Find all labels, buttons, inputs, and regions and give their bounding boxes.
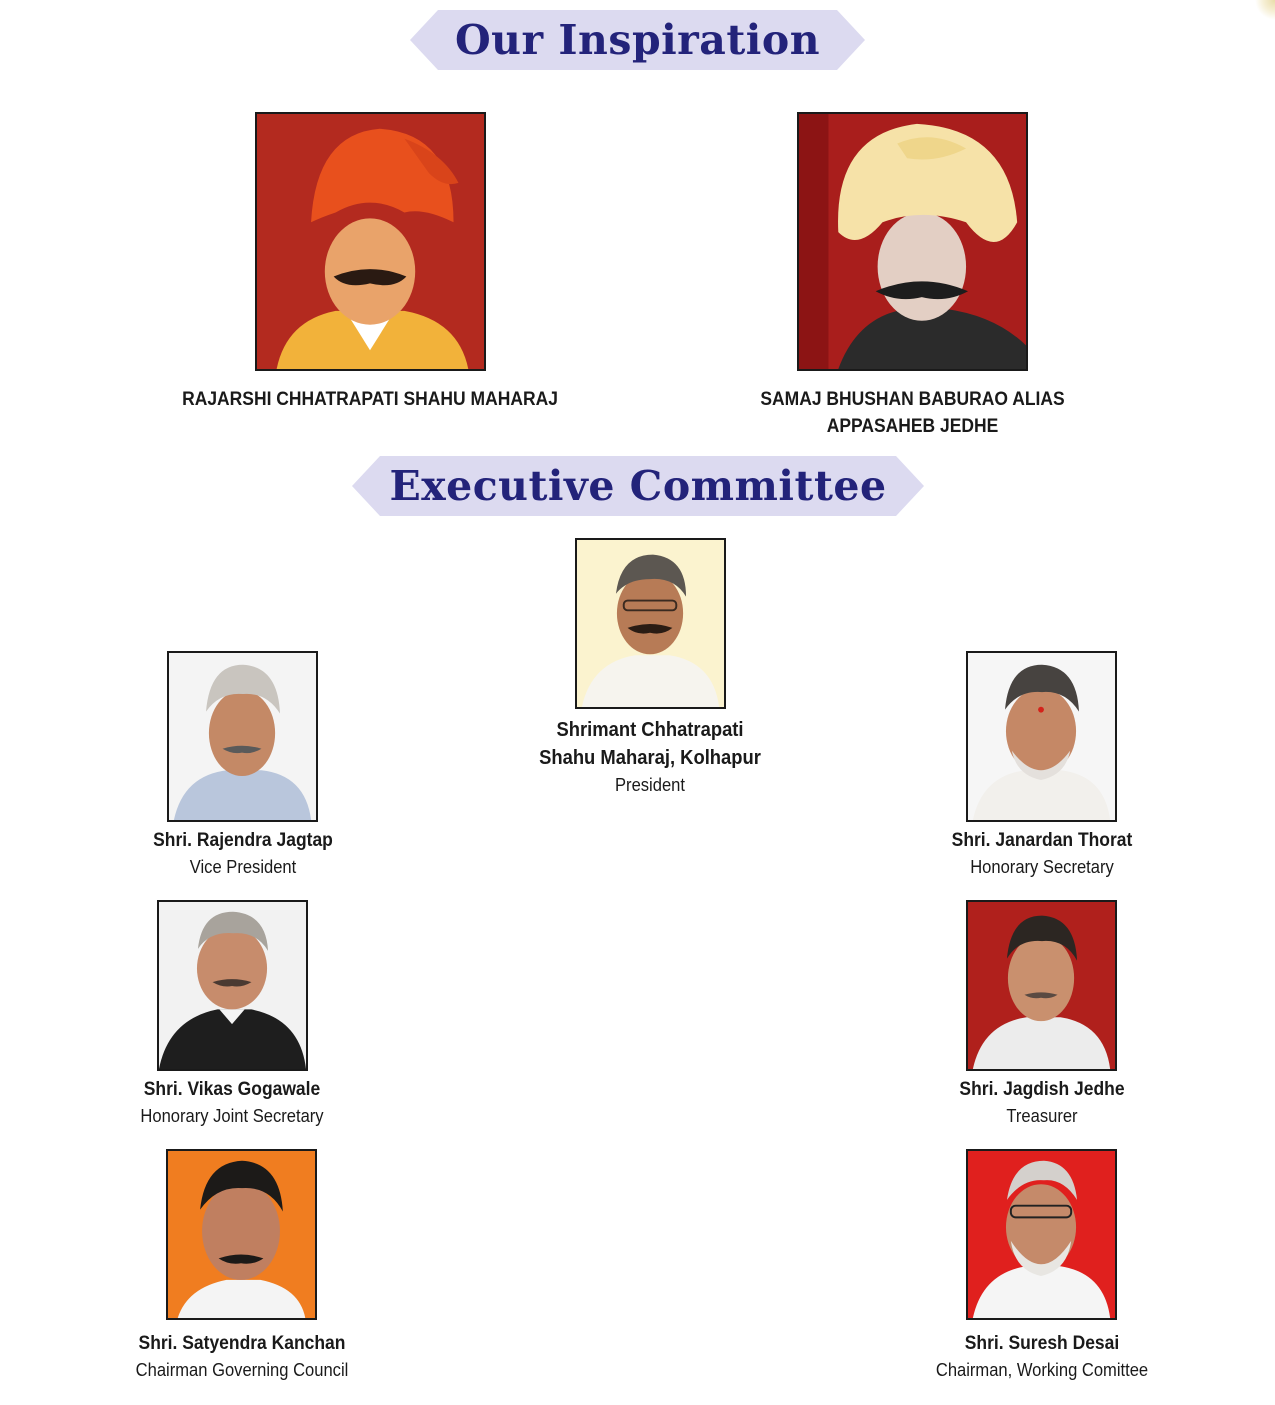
member-caption <box>102 1330 382 1384</box>
inspiration-name-line2: APPASAHEB JEDHE <box>826 416 999 437</box>
president-role: President <box>615 775 685 795</box>
corner-decoration <box>1255 0 1275 20</box>
member-caption <box>113 827 373 881</box>
inspiration-name: RAJARSHI CHHATRAPATI SHAHU MAHARAJ <box>182 389 558 410</box>
president-name-line2: Shahu Maharaj, Kolhapur <box>539 747 761 769</box>
member-caption <box>102 1076 362 1130</box>
person-photo-icon <box>968 653 1115 820</box>
member-role: Chairman, Working Comittee <box>935 1360 1149 1380</box>
member-name: Shri. Suresh Desai <box>964 1333 1120 1354</box>
member-caption <box>912 827 1172 881</box>
person-photo-icon <box>169 653 316 820</box>
inspiration-caption-2 <box>690 386 1135 440</box>
portrait-member <box>157 900 308 1071</box>
committee-banner <box>352 456 924 516</box>
member-name: Shri. Satyendra Kanchan <box>138 1333 346 1354</box>
portrait-member <box>966 651 1117 822</box>
portrait-member <box>166 1149 317 1320</box>
member-name: Shri. Janardan Thorat <box>951 830 1133 851</box>
portrait-president <box>575 538 726 709</box>
person-photo-icon <box>159 902 306 1069</box>
member-name: Shri. Rajendra Jagtap <box>153 830 333 851</box>
member-role: Chairman Governing Council <box>135 1360 349 1380</box>
inspiration-caption-1 <box>150 386 590 413</box>
president-name-line1: Shrimant Chhatrapati <box>556 719 744 741</box>
member-caption <box>902 1330 1182 1384</box>
member-name: Shri. Vikas Gogawale <box>143 1079 321 1100</box>
member-role: Honorary Secretary <box>970 857 1114 877</box>
member-role: Treasurer <box>1006 1106 1078 1126</box>
inspiration-title: Our Inspiration <box>454 16 821 64</box>
portrait-member <box>966 900 1117 1071</box>
person-photo-icon <box>577 540 724 707</box>
member-role: Vice President <box>189 857 297 877</box>
person-photo-icon <box>168 1151 315 1318</box>
member-role: Honorary Joint Secretary <box>140 1106 324 1126</box>
person-photo-icon <box>968 902 1115 1069</box>
person-photo-icon <box>968 1151 1115 1318</box>
member-caption <box>912 1076 1172 1130</box>
portrait-shahu-maharaj <box>255 112 486 371</box>
portrait-member <box>167 651 318 822</box>
person-illustration-icon <box>799 114 1026 369</box>
committee-title: Executive Committee <box>389 462 887 510</box>
person-illustration-icon <box>257 114 484 369</box>
portrait-member <box>966 1149 1117 1320</box>
inspiration-name-line1: SAMAJ BHUSHAN BABURAO ALIAS <box>760 389 1065 410</box>
member-name: Shri. Jagdish Jedhe <box>959 1079 1125 1100</box>
inspiration-banner <box>410 10 865 70</box>
portrait-appasaheb-jedhe <box>797 112 1028 371</box>
president-caption <box>500 716 800 799</box>
